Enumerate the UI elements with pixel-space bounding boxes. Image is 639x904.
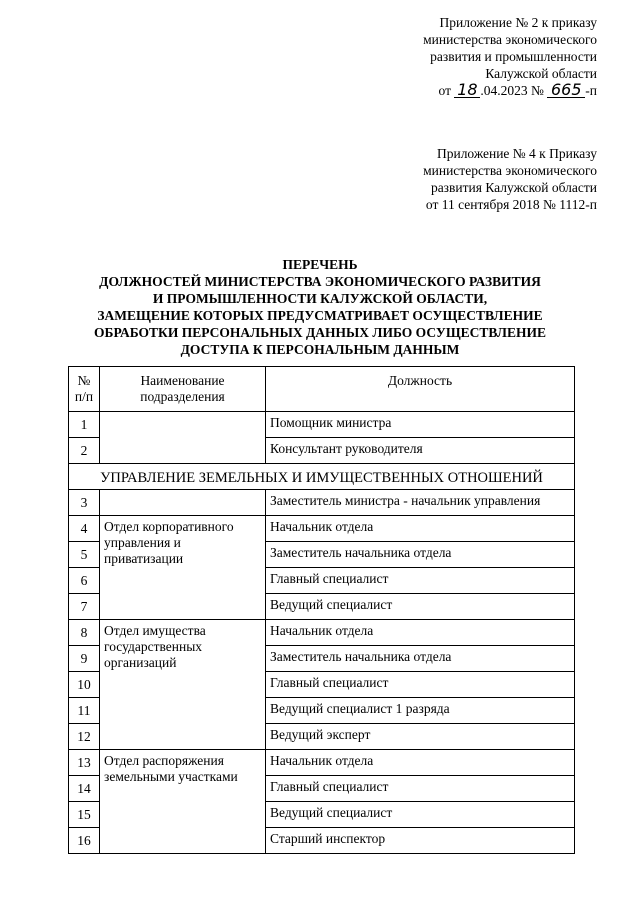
header-num-line2: п/п <box>74 389 94 404</box>
row-num: 9 <box>69 646 100 672</box>
dept-line: Отдел корпоративного <box>104 519 234 534</box>
section-title: УПРАВЛЕНИЕ ЗЕМЕЛЬНЫХ И ИМУЩЕСТВЕННЫХ ОТНОШЕНИЙ <box>69 464 575 490</box>
row-position: Ведущий специалист 1 разряда <box>266 698 575 724</box>
handwritten-day: 18 <box>454 83 480 98</box>
dept-cell-corporate <box>100 516 266 620</box>
row-position: Главный специалист <box>266 672 575 698</box>
title-line6: ДОСТУПА К ПЕРСОНАЛЬНЫМ ДАННЫМ <box>180 342 460 357</box>
handwritten-doc-number: 665 <box>547 83 585 98</box>
row-position: Ведущий специалист <box>266 802 575 828</box>
row-num: 1 <box>69 412 100 438</box>
doc-suffix: -п <box>585 83 597 98</box>
row-num: 14 <box>69 776 100 802</box>
date-prefix: от <box>438 83 451 98</box>
title-line1: ПЕРЕЧЕНЬ <box>282 257 358 272</box>
section-row <box>69 464 575 490</box>
row-position: Начальник отдела <box>266 516 575 542</box>
dept-line: приватизации <box>104 551 184 566</box>
document-title <box>40 256 600 358</box>
row-position: Главный специалист <box>266 776 575 802</box>
date-rest: .04.2023 № <box>480 83 544 98</box>
positions-table <box>68 366 575 854</box>
row-position: Консультант руководителя <box>266 438 575 464</box>
header-position: Должность <box>266 367 575 412</box>
header-dept <box>100 367 266 412</box>
header-dept-line2: подразделения <box>140 389 225 404</box>
appendix-2-header <box>423 14 597 99</box>
row-num: 2 <box>69 438 100 464</box>
header-dept-line1: Наименование <box>140 373 225 388</box>
appendix-2-line1: Приложение № 2 к приказу <box>439 15 597 30</box>
row-position: Ведущий специалист <box>266 594 575 620</box>
row-num: 12 <box>69 724 100 750</box>
title-line3: И ПРОМЫШЛЕННОСТИ КАЛУЖСКОЙ ОБЛАСТИ, <box>152 291 488 306</box>
dept-line: земельными участками <box>104 769 238 784</box>
dept-line: управления и <box>104 535 181 550</box>
row-position: Ведущий эксперт <box>266 724 575 750</box>
row-num: 11 <box>69 698 100 724</box>
appendix-2-date-line <box>423 82 597 99</box>
row-num: 10 <box>69 672 100 698</box>
row-position: Старший инспектор <box>266 828 575 854</box>
row-num: 8 <box>69 620 100 646</box>
appendix-4-line2: министерства экономического <box>423 163 597 178</box>
appendix-2-line4: Калужской области <box>485 66 597 81</box>
table-row <box>69 490 575 516</box>
dept-line: Отдел имущества <box>104 623 206 638</box>
appendix-4-line1: Приложение № 4 к Приказу <box>436 146 597 161</box>
appendix-2-line3: развития и промышленности <box>430 49 597 64</box>
dept-cell-empty <box>100 412 266 464</box>
dept-line: организаций <box>104 655 177 670</box>
table-header-row <box>69 367 575 412</box>
dept-cell-empty <box>100 490 266 516</box>
header-num-line1: № <box>77 373 91 388</box>
appendix-2-line2: министерства экономического <box>423 32 597 47</box>
row-position: Заместитель начальника отдела <box>266 542 575 568</box>
table-row <box>69 412 575 438</box>
dept-cell-land-plots <box>100 750 266 854</box>
row-num: 5 <box>69 542 100 568</box>
row-num: 3 <box>69 490 100 516</box>
dept-cell-state-property <box>100 620 266 750</box>
row-num: 4 <box>69 516 100 542</box>
table-row <box>69 750 575 776</box>
table-row <box>69 516 575 542</box>
row-position: Помощник министра <box>266 412 575 438</box>
row-position: Заместитель начальника отдела <box>266 646 575 672</box>
header-num <box>69 367 100 412</box>
title-line4: ЗАМЕЩЕНИЕ КОТОРЫХ ПРЕДУСМАТРИВАЕТ ОСУЩЕСТВЛЕНИЕ <box>97 308 543 323</box>
row-num: 6 <box>69 568 100 594</box>
table-row <box>69 620 575 646</box>
row-num: 15 <box>69 802 100 828</box>
row-num: 13 <box>69 750 100 776</box>
title-line2: ДОЛЖНОСТЕЙ МИНИСТЕРСТВА ЭКОНОМИЧЕСКОГО РАЗВИТИЯ <box>99 274 541 289</box>
row-position: Начальник отдела <box>266 750 575 776</box>
row-position: Заместитель министра - начальник управления <box>266 490 575 516</box>
appendix-4-line3: развития Калужской области <box>430 180 597 195</box>
row-position: Начальник отдела <box>266 620 575 646</box>
appendix-4-header <box>423 145 597 213</box>
row-num: 16 <box>69 828 100 854</box>
dept-line: государственных <box>104 639 203 654</box>
appendix-4-line4: от 11 сентября 2018 № 1112-п <box>425 197 597 212</box>
row-num: 7 <box>69 594 100 620</box>
title-line5: ОБРАБОТКИ ПЕРСОНАЛЬНЫХ ДАННЫХ ЛИБО ОСУЩЕСТВЛЕНИЕ <box>94 325 546 340</box>
dept-line: Отдел распоряжения <box>104 753 224 768</box>
row-position: Главный специалист <box>266 568 575 594</box>
